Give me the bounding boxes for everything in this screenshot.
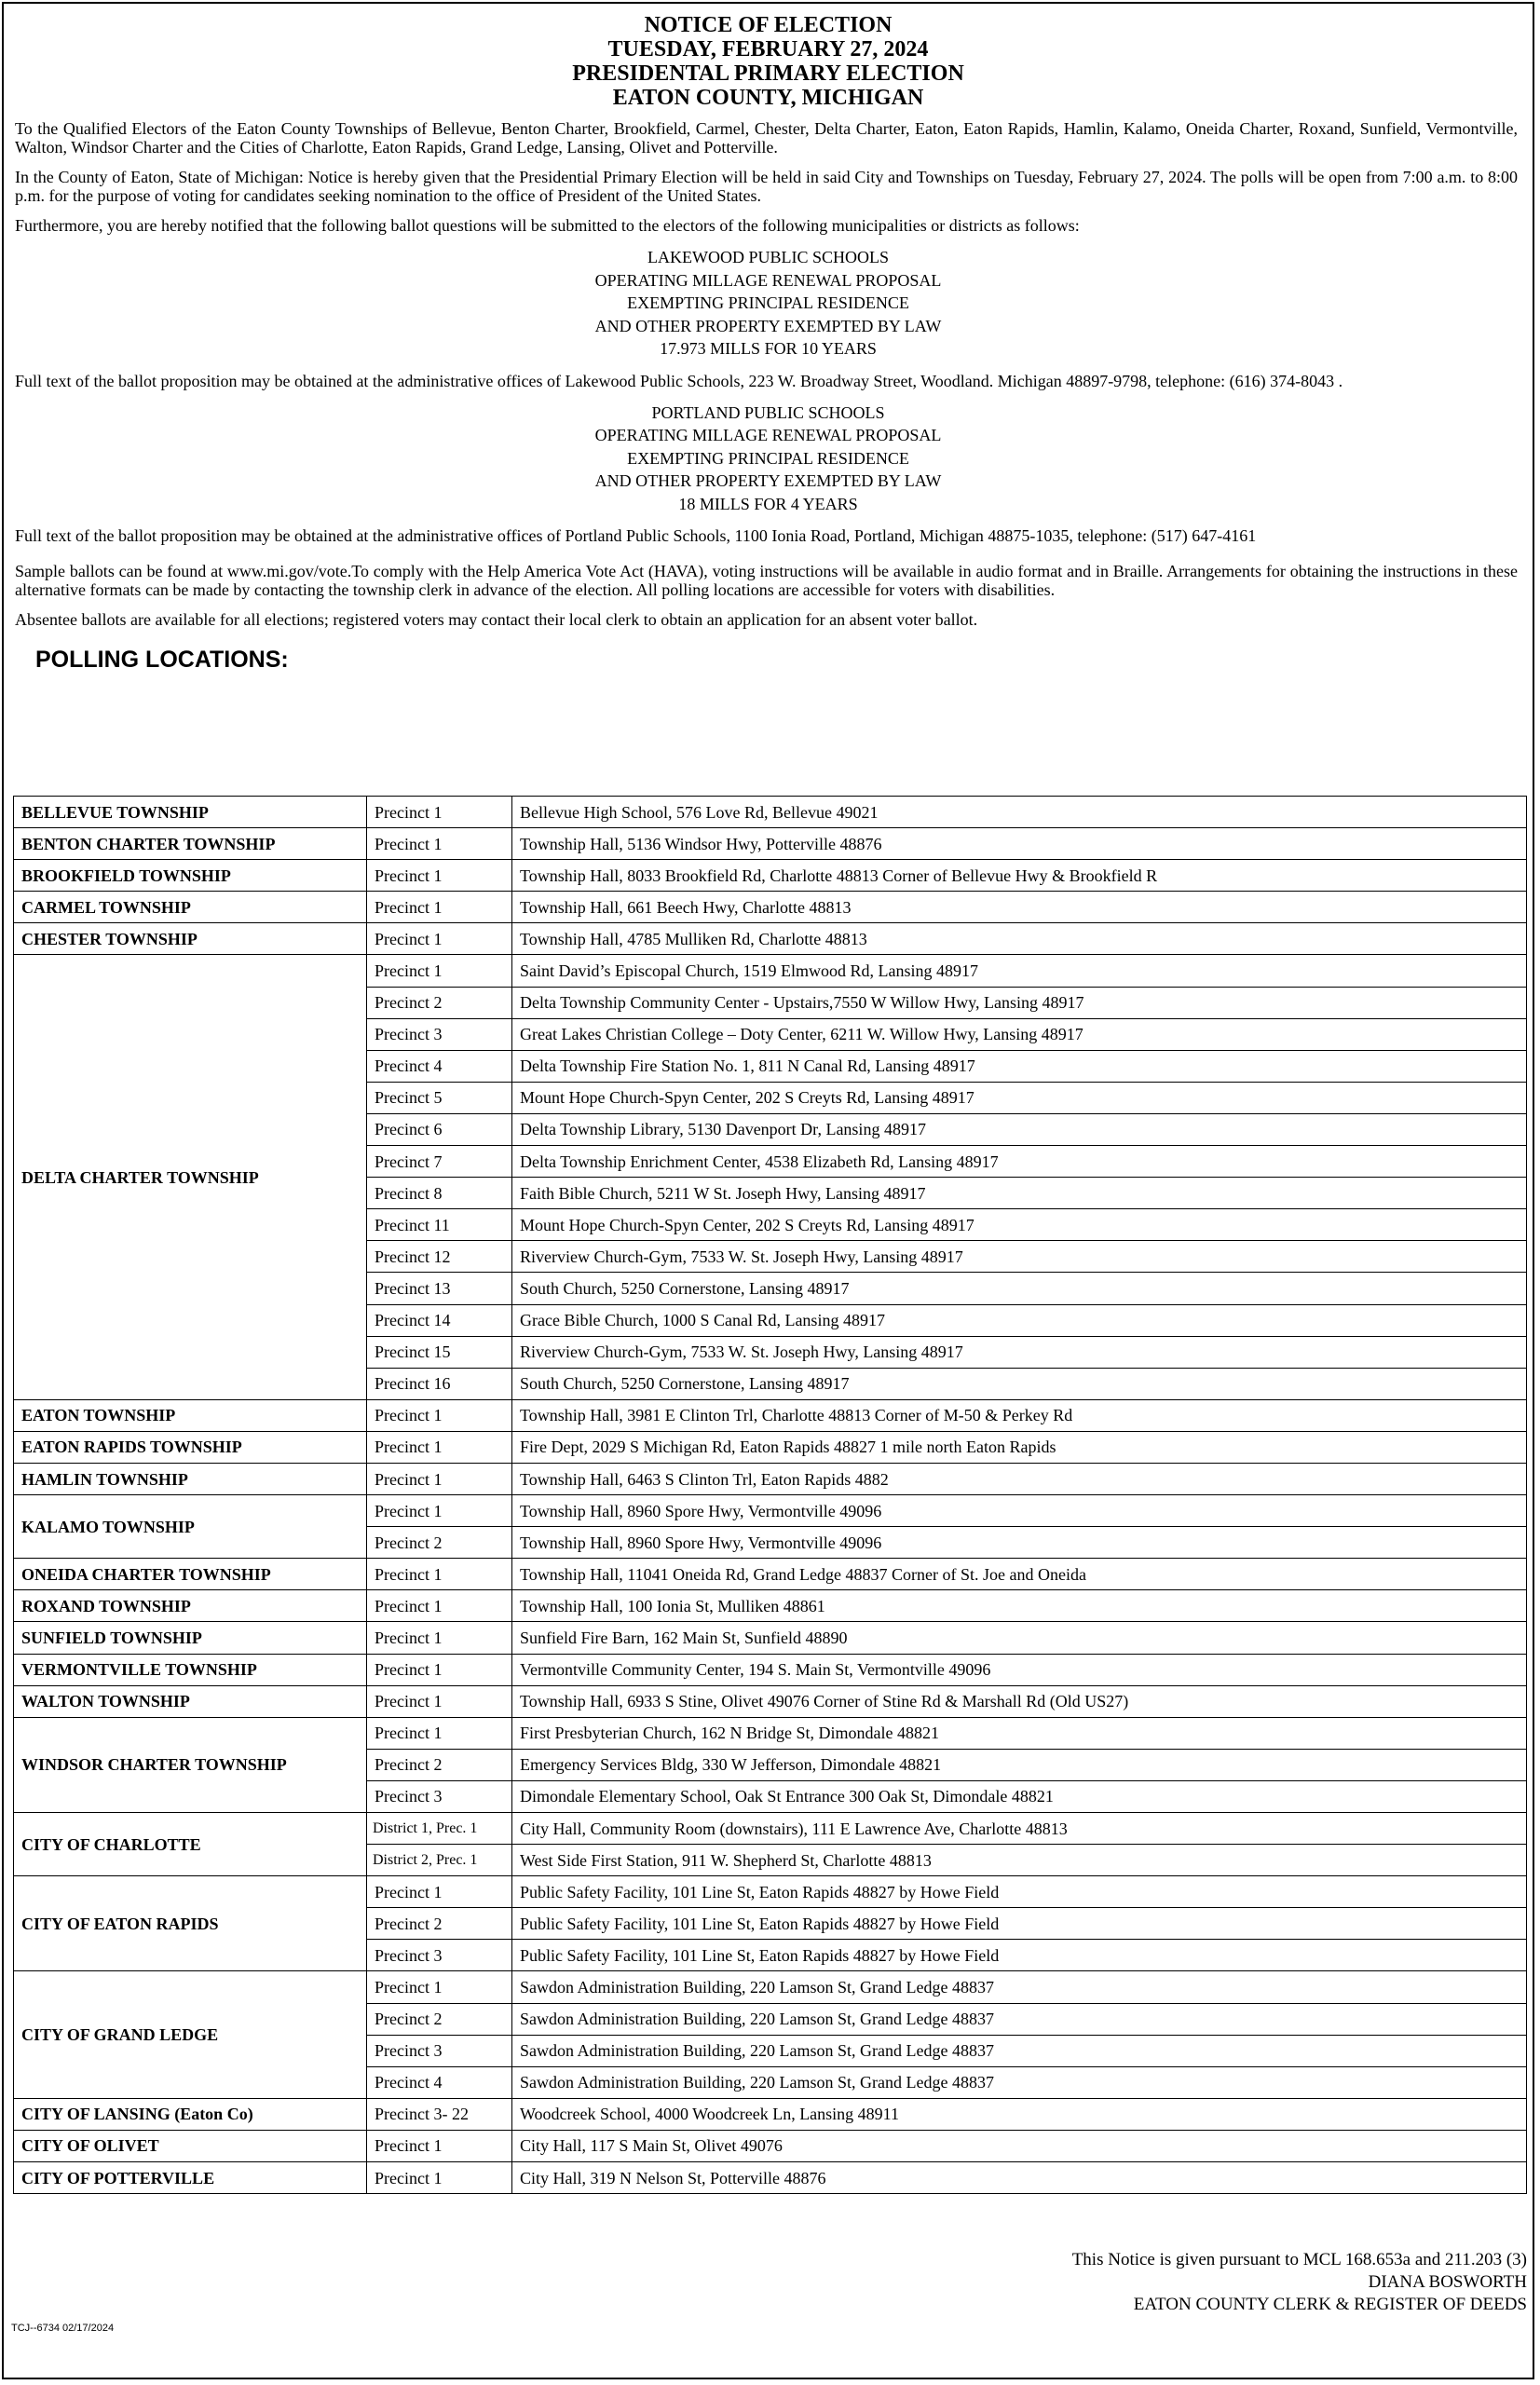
lakewood-proposal [4, 246, 1533, 361]
table-row [14, 1876, 1527, 1908]
precinct-cell: Precinct 1 [367, 1463, 512, 1494]
municipality-cell: CITY OF LANSING (Eaton Co) [14, 2098, 367, 2130]
municipality-cell: CARMEL TOWNSHIP [14, 892, 367, 923]
municipality-cell: WALTON TOWNSHIP [14, 1685, 367, 1717]
location-cell: Dimondale Elementary School, Oak St Entrance 300 Oak St, Dimondale 48821 [512, 1780, 1527, 1812]
precinct-cell: Precinct 2 [367, 2003, 512, 2035]
precinct-cell: Precinct 2 [367, 987, 512, 1018]
location-cell: Public Safety Facility, 101 Line St, Eaton Rapids 48827 by Howe Field [512, 1876, 1527, 1908]
municipality-cell: HAMLIN TOWNSHIP [14, 1463, 367, 1494]
municipality-cell: CITY OF POTTERVILLE [14, 2162, 367, 2194]
precinct-cell: Precinct 1 [367, 1431, 512, 1463]
proposal-line: EXEMPTING PRINCIPAL RESIDENCE [627, 293, 909, 312]
location-cell: Township Hall, 6463 S Clinton Trl, Eaton Rapids 4882 [512, 1463, 1527, 1494]
proposal-line: 17.973 MILLS FOR 10 YEARS [660, 339, 877, 358]
precinct-cell: Precinct 3 [367, 1940, 512, 1971]
intro-paragraph-ballot-questions: Furthermore, you are hereby notified that the following ballot questions will be submitted to the electors of the following municipalities or districts as follows: [15, 216, 1080, 235]
location-cell: Emergency Services Bldg, 330 W Jefferson, Dimondale 48821 [512, 1749, 1527, 1780]
location-cell: Township Hall, 8960 Spore Hwy, Vermontville 49096 [512, 1495, 1527, 1527]
table-row [14, 1971, 1527, 2003]
proposal-line: EXEMPTING PRINCIPAL RESIDENCE [627, 448, 909, 468]
precinct-cell: Precinct 12 [367, 1241, 512, 1273]
municipality-cell: BENTON CHARTER TOWNSHIP [14, 828, 367, 860]
location-cell: Saint David’s Episcopal Church, 1519 Elmwood Rd, Lansing 48917 [512, 955, 1527, 987]
location-cell: Vermontville Community Center, 194 S. Main St, Vermontville 49096 [512, 1654, 1527, 1685]
table-row [14, 2130, 1527, 2161]
sample-ballots-paragraph: Sample ballots can be found at www.mi.gov/vote.To comply with the Help America Vote Act (HAVA), voting instructions will be available in audio format and in Braille. Arrangements for obtaining the instructions in these alternative formats can be made by contacting the township clerk in advance of the election. All polling locations are accessible for voters with disabilities. [15, 562, 1518, 599]
location-cell: Sawdon Administration Building, 220 Lamson St, Grand Ledge 48837 [512, 2035, 1527, 2066]
precinct-cell: Precinct 1 [367, 1559, 512, 1590]
precinct-cell: Precinct 1 [367, 892, 512, 923]
municipality-cell: CITY OF CHARLOTTE [14, 1813, 367, 1876]
location-cell: Sawdon Administration Building, 220 Lamson St, Grand Ledge 48837 [512, 2003, 1527, 2035]
location-cell: Township Hall, 6933 S Stine, Olivet 49076 Corner of Stine Rd & Marshall Rd (Old US27) [512, 1685, 1527, 1717]
election-type: PRESIDENTAL PRIMARY ELECTION [572, 61, 964, 86]
table-row [14, 1717, 1527, 1749]
municipality-cell: ROXAND TOWNSHIP [14, 1590, 367, 1622]
location-cell: Mount Hope Church-Spyn Center, 202 S Creyts Rd, Lansing 48917 [512, 1209, 1527, 1241]
municipality-cell: CITY OF OLIVET [14, 2130, 367, 2161]
municipality-cell: WINDSOR CHARTER TOWNSHIP [14, 1717, 367, 1812]
location-cell: South Church, 5250 Cornerstone, Lansing 48917 [512, 1273, 1527, 1304]
table-row [14, 1399, 1527, 1431]
notice-title: NOTICE OF ELECTION [644, 13, 893, 37]
polling-locations-heading: POLLING LOCATIONS: [35, 647, 289, 673]
location-cell: Township Hall, 5136 Windsor Hwy, Potterville 48876 [512, 828, 1527, 860]
municipality-cell: DELTA CHARTER TOWNSHIP [14, 955, 367, 1399]
precinct-cell: Precinct 1 [367, 1495, 512, 1527]
location-cell: First Presbyterian Church, 162 N Bridge St, Dimondale 48821 [512, 1717, 1527, 1749]
precinct-cell: Precinct 1 [367, 923, 512, 955]
precinct-cell: Precinct 3 [367, 2035, 512, 2066]
location-cell: Township Hall, 8960 Spore Hwy, Vermontville 49096 [512, 1527, 1527, 1559]
precinct-cell: Precinct 4 [367, 1050, 512, 1082]
location-cell: South Church, 5250 Cornerstone, Lansing 48917 [512, 1368, 1527, 1399]
location-cell: Riverview Church-Gym, 7533 W. St. Joseph Hwy, Lansing 48917 [512, 1336, 1527, 1368]
location-cell: Delta Township Community Center - Upstairs,7550 W Willow Hwy, Lansing 48917 [512, 987, 1527, 1018]
location-cell: Delta Township Library, 5130 Davenport Dr, Lansing 48917 [512, 1113, 1527, 1145]
location-cell: Fire Dept, 2029 S Michigan Rd, Eaton Rapids 48827 1 mile north Eaton Rapids [512, 1431, 1527, 1463]
intro-paragraph-electors: To the Qualified Electors of the Eaton County Townships of Bellevue, Benton Charter, Brookfield, Carmel, Chester, Delta Charter, Eaton, Eaton Rapids, Hamlin, Kalamo, Oneida Charter, Roxand, Sunfield, Vermontville, Walton, Windsor Charter and the Cities of Charlotte, Eaton Rapids, Grand Ledge, Lansing, Olivet and Potterville. [15, 119, 1518, 157]
table-row [14, 1559, 1527, 1590]
location-cell: Great Lakes Christian College – Doty Center, 6211 W. Willow Hwy, Lansing 48917 [512, 1018, 1527, 1050]
lakewood-proposal-note: Full text of the ballot proposition may be obtained at the administrative offices of Lakewood Public Schools, 223 W. Broadway Street, Woodland. Michigan 48897-9798, telephone: (616) 374-8043 . [15, 371, 1343, 390]
precinct-cell: Precinct 13 [367, 1273, 512, 1304]
precinct-cell: Precinct 2 [367, 1527, 512, 1559]
location-cell: Woodcreek School, 4000 Woodcreek Ln, Lansing 48911 [512, 2098, 1527, 2130]
precinct-cell: Precinct 7 [367, 1146, 512, 1178]
notice-footer [1072, 2249, 1527, 2316]
location-cell: Township Hall, 11041 Oneida Rd, Grand Ledge 48837 Corner of St. Joe and Oneida [512, 1559, 1527, 1590]
precinct-cell: Precinct 3- 22 [367, 2098, 512, 2130]
precinct-cell: District 2, Prec. 1 [367, 1845, 512, 1876]
polling-locations-table [13, 796, 1527, 2194]
location-cell: Delta Township Fire Station No. 1, 811 N Canal Rd, Lansing 48917 [512, 1050, 1527, 1082]
precinct-cell: Precinct 14 [367, 1304, 512, 1336]
table-row [14, 1590, 1527, 1622]
location-cell: Public Safety Facility, 101 Line St, Eaton Rapids 48827 by Howe Field [512, 1940, 1527, 1971]
location-cell: Township Hall, 4785 Mulliken Rd, Charlotte 48813 [512, 923, 1527, 955]
precinct-cell: Precinct 1 [367, 797, 512, 828]
precinct-cell: Precinct 1 [367, 955, 512, 987]
location-cell: Township Hall, 100 Ionia St, Mulliken 48861 [512, 1590, 1527, 1622]
intro-paragraph-polls: In the County of Eaton, State of Michigan: Notice is hereby given that the Presidential Primary Election will be held in said City and Townships on Tuesday, February 27, 2024. The polls will be open from 7:00 a.m. to 8:00 p.m. for the purpose of voting for candidates seeking nomination to the office of President of the United States. [15, 168, 1518, 205]
precinct-cell: Precinct 1 [367, 1717, 512, 1749]
polling-table-body [14, 797, 1527, 2194]
table-row [14, 1495, 1527, 1527]
precinct-cell: Precinct 3 [367, 1780, 512, 1812]
location-cell: City Hall, Community Room (downstairs), 111 E Lawrence Ave, Charlotte 48813 [512, 1813, 1527, 1845]
table-row [14, 955, 1527, 987]
precinct-cell: Precinct 4 [367, 2066, 512, 2098]
table-row [14, 923, 1527, 955]
table-row [14, 1622, 1527, 1654]
location-cell: Mount Hope Church-Spyn Center, 202 S Creyts Rd, Lansing 48917 [512, 1082, 1527, 1113]
location-cell: Riverview Church-Gym, 7533 W. St. Joseph Hwy, Lansing 48917 [512, 1241, 1527, 1273]
precinct-cell: Precinct 2 [367, 1749, 512, 1780]
municipality-cell: EATON RAPIDS TOWNSHIP [14, 1431, 367, 1463]
location-cell: Township Hall, 661 Beech Hwy, Charlotte 48813 [512, 892, 1527, 923]
location-cell: Delta Township Enrichment Center, 4538 Elizabeth Rd, Lansing 48917 [512, 1146, 1527, 1178]
proposal-line: LAKEWOOD PUBLIC SCHOOLS [647, 248, 889, 266]
precinct-cell: Precinct 3 [367, 1018, 512, 1050]
portland-proposal [4, 402, 1533, 516]
table-row [14, 2098, 1527, 2130]
notice-title-block [4, 13, 1533, 110]
precinct-cell: Precinct 1 [367, 1590, 512, 1622]
proposal-line: 18 MILLS FOR 4 YEARS [678, 494, 858, 513]
municipality-cell: CITY OF EATON RAPIDS [14, 1876, 367, 1971]
table-row [14, 797, 1527, 828]
precinct-cell: Precinct 1 [367, 860, 512, 892]
municipality-cell: CITY OF GRAND LEDGE [14, 1971, 367, 2098]
location-cell: City Hall, 117 S Main St, Olivet 49076 [512, 2130, 1527, 2161]
portland-proposal-note: Full text of the ballot proposition may be obtained at the administrative offices of Portland Public Schools, 1100 Ionia Road, Portland, Michigan 48875-1035, telephone: (517) 647-4161 [15, 526, 1257, 545]
precinct-cell: Precinct 6 [367, 1113, 512, 1145]
location-cell: Sunfield Fire Barn, 162 Main St, Sunfield 48890 [512, 1622, 1527, 1654]
table-row [14, 2162, 1527, 2194]
county-name: EATON COUNTY, MICHIGAN [612, 86, 924, 110]
location-cell: Sawdon Administration Building, 220 Lamson St, Grand Ledge 48837 [512, 1971, 1527, 2003]
municipality-cell: ONEIDA CHARTER TOWNSHIP [14, 1559, 367, 1590]
precinct-cell: Precinct 16 [367, 1368, 512, 1399]
table-row [14, 860, 1527, 892]
statute-reference: This Notice is given pursuant to MCL 168.653a and 211.203 (3) [1071, 2250, 1527, 2269]
precinct-cell: Precinct 11 [367, 1209, 512, 1241]
proposal-line: PORTLAND PUBLIC SCHOOLS [651, 402, 885, 422]
precinct-cell: Precinct 1 [367, 1622, 512, 1654]
municipality-cell: SUNFIELD TOWNSHIP [14, 1622, 367, 1654]
precinct-cell: Precinct 1 [367, 1971, 512, 2003]
table-row [14, 1654, 1527, 1685]
proposal-line: OPERATING MILLAGE RENEWAL PROPOSAL [594, 426, 942, 444]
precinct-cell: Precinct 1 [367, 2162, 512, 2194]
precinct-cell: Precinct 15 [367, 1336, 512, 1368]
municipality-cell: EATON TOWNSHIP [14, 1399, 367, 1431]
precinct-cell: Precinct 1 [367, 1685, 512, 1717]
location-cell: Grace Bible Church, 1000 S Canal Rd, Lansing 48917 [512, 1304, 1527, 1336]
precinct-cell: Precinct 1 [367, 2130, 512, 2161]
location-cell: Township Hall, 8033 Brookfield Rd, Charlotte 48813 Corner of Bellevue Hwy & Brookfield R [512, 860, 1527, 892]
municipality-cell: KALAMO TOWNSHIP [14, 1495, 367, 1559]
municipality-cell: VERMONTVILLE TOWNSHIP [14, 1654, 367, 1685]
table-row [14, 1685, 1527, 1717]
location-cell: City Hall, 319 N Nelson St, Potterville 48876 [512, 2162, 1527, 2194]
location-cell: Bellevue High School, 576 Love Rd, Bellevue 49021 [512, 797, 1527, 828]
precinct-cell: Precinct 1 [367, 828, 512, 860]
precinct-cell: Precinct 1 [367, 1654, 512, 1685]
precinct-cell: Precinct 1 [367, 1399, 512, 1431]
location-cell: West Side First Station, 911 W. Shepherd St, Charlotte 48813 [512, 1845, 1527, 1876]
precinct-cell: Precinct 8 [367, 1178, 512, 1209]
location-cell: Faith Bible Church, 5211 W St. Joseph Hwy, Lansing 48917 [512, 1178, 1527, 1209]
table-row [14, 1463, 1527, 1494]
precinct-cell: Precinct 5 [367, 1082, 512, 1113]
location-cell: Sawdon Administration Building, 220 Lamson St, Grand Ledge 48837 [512, 2066, 1527, 2098]
proposal-line: OPERATING MILLAGE RENEWAL PROPOSAL [594, 270, 942, 290]
absentee-ballots-paragraph: Absentee ballots are available for all elections; registered voters may contact their local clerk to obtain an application for an absent voter ballot. [15, 610, 978, 629]
precinct-cell: District 1, Prec. 1 [367, 1813, 512, 1845]
clerk-name: DIANA BOSWORTH [1368, 2272, 1527, 2292]
clerk-title: EATON COUNTY CLERK & REGISTER OF DEEDS [1133, 2295, 1527, 2314]
precinct-cell: Precinct 2 [367, 1908, 512, 1940]
municipality-cell: BROOKFIELD TOWNSHIP [14, 860, 367, 892]
election-date: TUESDAY, FEBRUARY 27, 2024 [607, 37, 929, 61]
municipality-cell: BELLEVUE TOWNSHIP [14, 797, 367, 828]
location-cell: Public Safety Facility, 101 Line St, Eaton Rapids 48827 by Howe Field [512, 1908, 1527, 1940]
proposal-line: AND OTHER PROPERTY EXEMPTED BY LAW [594, 471, 942, 490]
location-cell: Township Hall, 3981 E Clinton Trl, Charlotte 48813 Corner of M-50 & Perkey Rd [512, 1399, 1527, 1431]
publication-code: TCJ--6734 02/17/2024 [11, 2323, 115, 2334]
municipality-cell: CHESTER TOWNSHIP [14, 923, 367, 955]
table-row [14, 1813, 1527, 1845]
table-row [14, 1431, 1527, 1463]
table-row [14, 892, 1527, 923]
table-row [14, 828, 1527, 860]
proposal-line: AND OTHER PROPERTY EXEMPTED BY LAW [594, 316, 942, 335]
precinct-cell: Precinct 1 [367, 1876, 512, 1908]
